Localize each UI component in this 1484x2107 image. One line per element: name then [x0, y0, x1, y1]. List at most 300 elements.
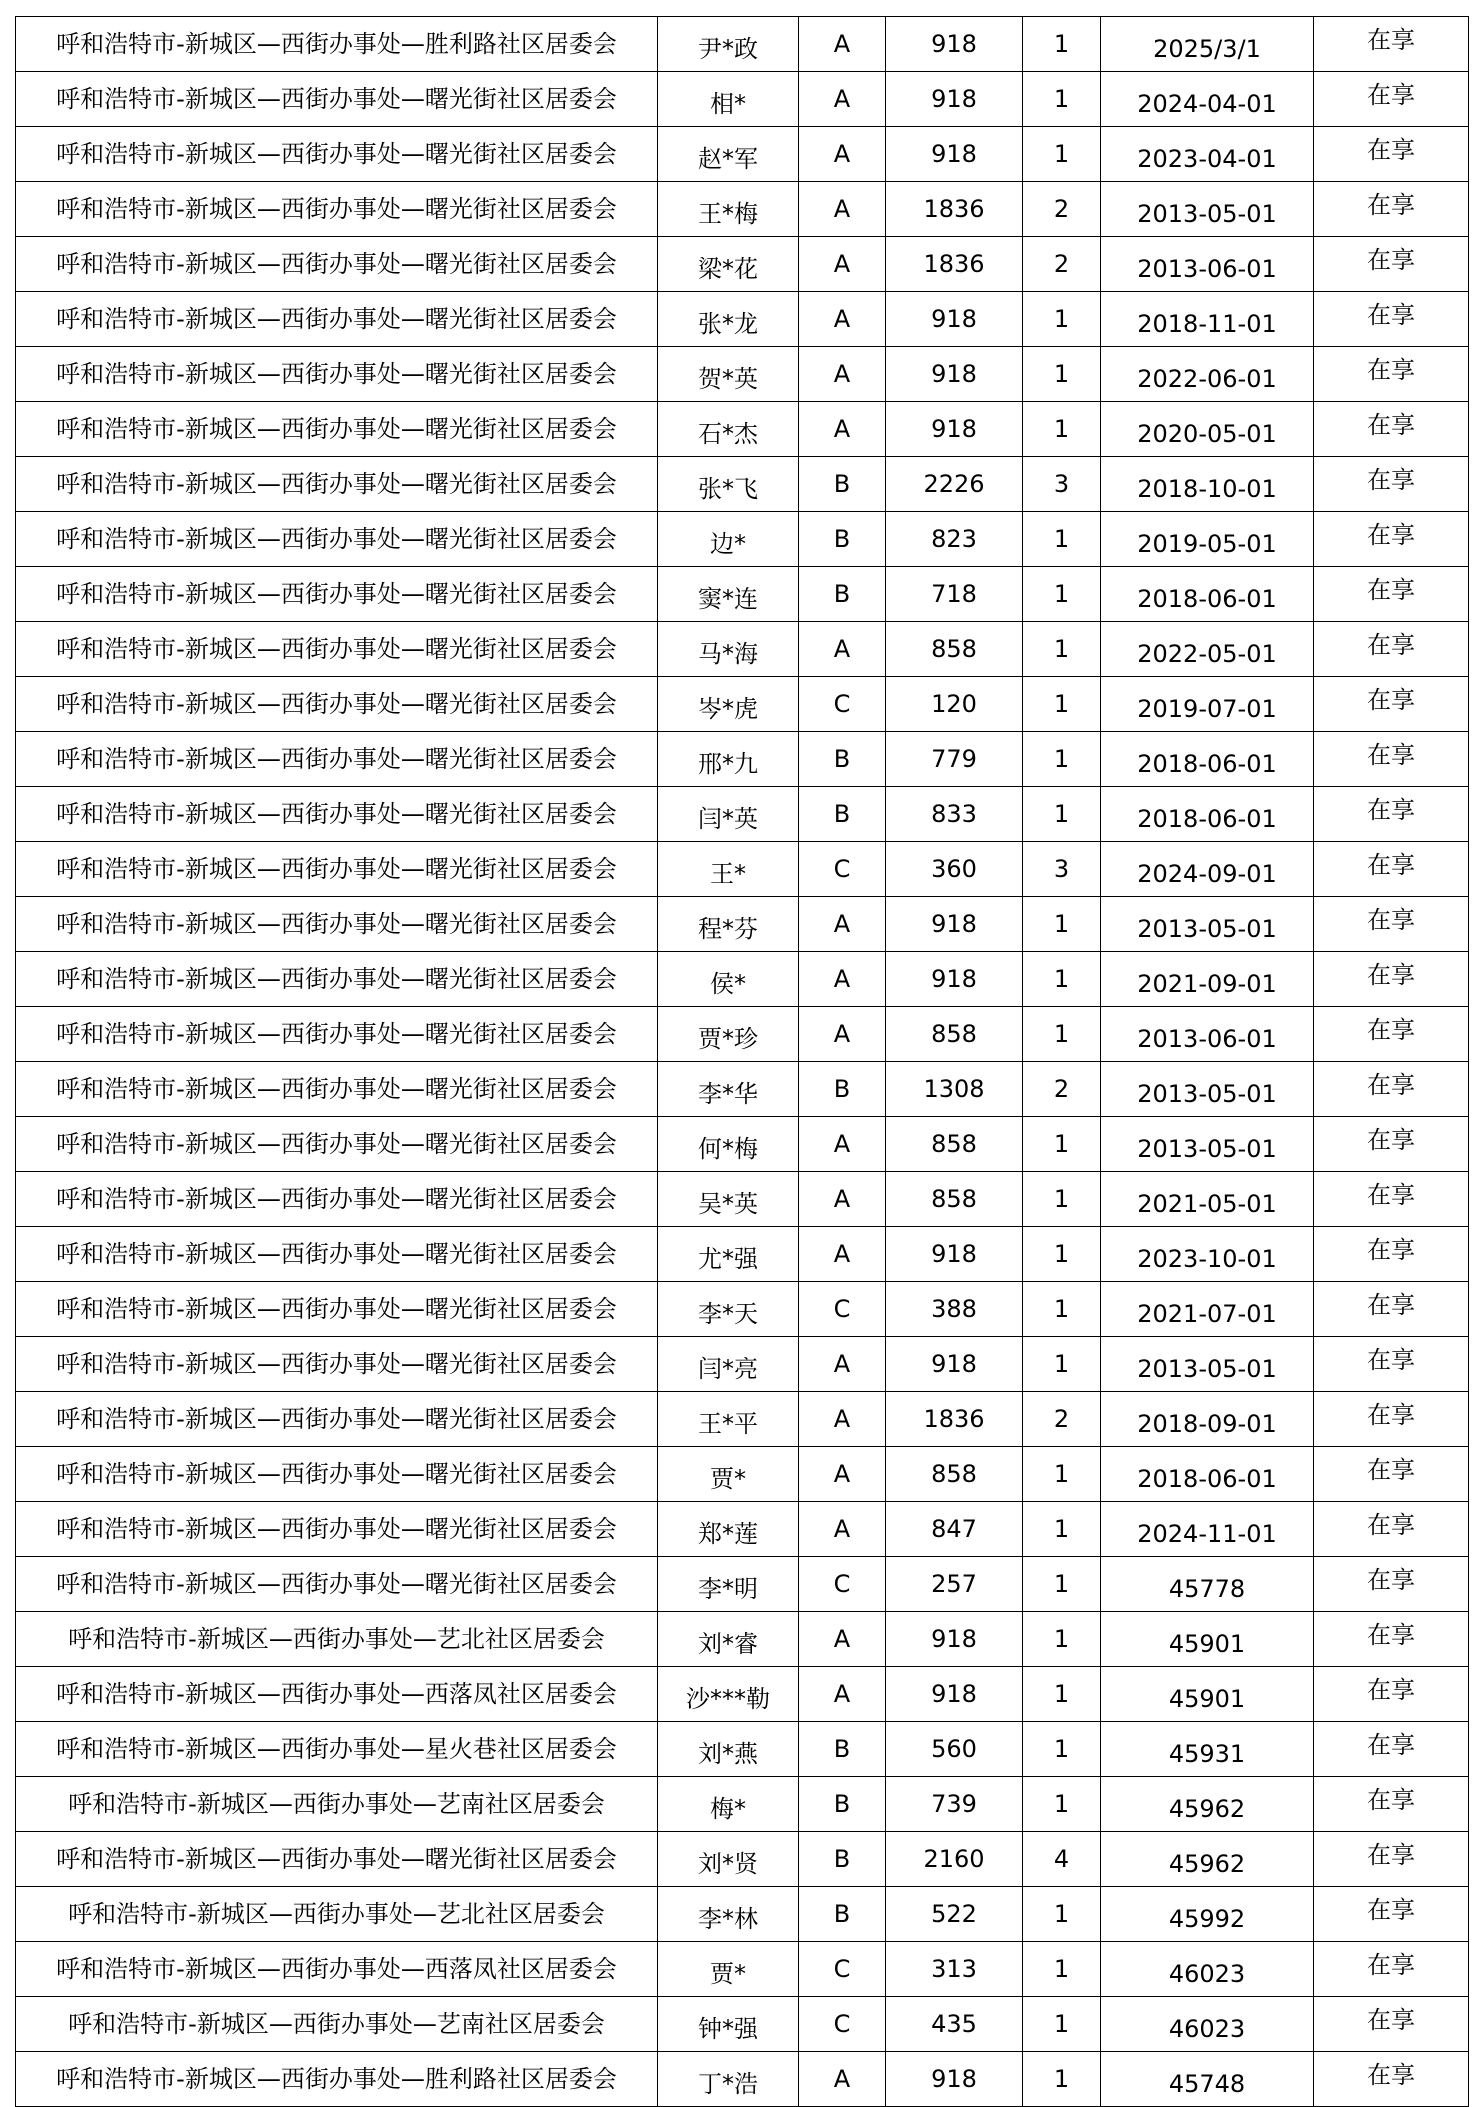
table-row: [16, 787, 1469, 842]
table-row: [16, 897, 1469, 952]
cell-date: 2018-06-01: [1101, 567, 1314, 622]
cell-date: 2018-06-01: [1101, 732, 1314, 787]
cell-date: 2024-04-01: [1101, 72, 1314, 127]
table-row: [16, 1282, 1469, 1337]
cell-name: 贺*英: [658, 347, 799, 402]
cell-count: 1: [1023, 897, 1101, 952]
table-row: [16, 622, 1469, 677]
cell-name: 李*华: [658, 1062, 799, 1117]
cell-name: 李*天: [658, 1282, 799, 1337]
cell-amount: 360: [886, 842, 1023, 897]
cell-date: 2013-05-01: [1101, 897, 1314, 952]
cell-name: 刘*燕: [658, 1722, 799, 1777]
table-row: [16, 1117, 1469, 1172]
cell-status: 在享: [1314, 17, 1469, 72]
cell-community: 呼和浩特市-新城区—西街办事处—曙光街社区居委会: [16, 1832, 658, 1887]
cell-community: 呼和浩特市-新城区—西街办事处—胜利路社区居委会: [16, 2052, 658, 2107]
cell-amount: 918: [886, 1227, 1023, 1282]
cell-count: 1: [1023, 787, 1101, 842]
cell-name: 梅*: [658, 1777, 799, 1832]
cell-count: 1: [1023, 17, 1101, 72]
cell-count: 1: [1023, 1282, 1101, 1337]
cell-amount: 739: [886, 1777, 1023, 1832]
cell-amount: 833: [886, 787, 1023, 842]
cell-category: C: [799, 1942, 886, 1997]
cell-category: A: [799, 347, 886, 402]
cell-category: A: [799, 622, 886, 677]
cell-name: 贾*珍: [658, 1007, 799, 1062]
cell-count: 1: [1023, 677, 1101, 732]
table-row: [16, 1062, 1469, 1117]
cell-count: 1: [1023, 952, 1101, 1007]
cell-name: 丁*浩: [658, 2052, 799, 2107]
cell-category: A: [799, 1502, 886, 1557]
cell-amount: 1836: [886, 1392, 1023, 1447]
cell-amount: 918: [886, 1337, 1023, 1392]
cell-community: 呼和浩特市-新城区—西街办事处—曙光街社区居委会: [16, 127, 658, 182]
cell-date: 2013-05-01: [1101, 1337, 1314, 1392]
cell-status: 在享: [1314, 2052, 1469, 2107]
cell-category: A: [799, 72, 886, 127]
cell-category: A: [799, 1227, 886, 1282]
cell-count: 1: [1023, 512, 1101, 567]
cell-status: 在享: [1314, 952, 1469, 1007]
table-row: [16, 1777, 1469, 1832]
cell-status: 在享: [1314, 1117, 1469, 1172]
cell-status: 在享: [1314, 182, 1469, 237]
cell-category: A: [799, 1007, 886, 1062]
cell-status: 在享: [1314, 622, 1469, 677]
cell-amount: 918: [886, 347, 1023, 402]
cell-count: 1: [1023, 622, 1101, 677]
cell-name: 尤*强: [658, 1227, 799, 1282]
cell-amount: 388: [886, 1282, 1023, 1337]
cell-status: 在享: [1314, 567, 1469, 622]
cell-community: 呼和浩特市-新城区—西街办事处—曙光街社区居委会: [16, 952, 658, 1007]
cell-amount: 918: [886, 127, 1023, 182]
cell-status: 在享: [1314, 1502, 1469, 1557]
cell-amount: 823: [886, 512, 1023, 567]
cell-count: 1: [1023, 1557, 1101, 1612]
cell-count: 2: [1023, 182, 1101, 237]
cell-category: B: [799, 1722, 886, 1777]
cell-name: 张*飞: [658, 457, 799, 512]
cell-name: 相*: [658, 72, 799, 127]
cell-community: 呼和浩特市-新城区—西街办事处—曙光街社区居委会: [16, 72, 658, 127]
table-row: [16, 1997, 1469, 2052]
table-row: [16, 1722, 1469, 1777]
cell-date: 2013-05-01: [1101, 1117, 1314, 1172]
table-row: [16, 1007, 1469, 1062]
cell-category: C: [799, 1997, 886, 2052]
cell-amount: 718: [886, 567, 1023, 622]
cell-amount: 1836: [886, 182, 1023, 237]
cell-name: 岑*虎: [658, 677, 799, 732]
cell-amount: 918: [886, 292, 1023, 347]
cell-amount: 858: [886, 1117, 1023, 1172]
cell-count: 1: [1023, 347, 1101, 402]
table-row: [16, 1337, 1469, 1392]
cell-category: A: [799, 237, 886, 292]
cell-amount: 918: [886, 1667, 1023, 1722]
cell-date: 2013-05-01: [1101, 182, 1314, 237]
cell-community: 呼和浩特市-新城区—西街办事处—曙光街社区居委会: [16, 1062, 658, 1117]
cell-date: 2013-06-01: [1101, 237, 1314, 292]
cell-community: 呼和浩特市-新城区—西街办事处—曙光街社区居委会: [16, 732, 658, 787]
cell-category: A: [799, 1667, 886, 1722]
cell-date: 45901: [1101, 1667, 1314, 1722]
table-row: [16, 1447, 1469, 1502]
cell-status: 在享: [1314, 512, 1469, 567]
cell-date: 45962: [1101, 1832, 1314, 1887]
cell-community: 呼和浩特市-新城区—西街办事处—艺南社区居委会: [16, 1777, 658, 1832]
cell-status: 在享: [1314, 1337, 1469, 1392]
cell-community: 呼和浩特市-新城区—西街办事处—曙光街社区居委会: [16, 787, 658, 842]
cell-date: 45931: [1101, 1722, 1314, 1777]
cell-name: 郑*莲: [658, 1502, 799, 1557]
cell-community: 呼和浩特市-新城区—西街办事处—曙光街社区居委会: [16, 1337, 658, 1392]
cell-community: 呼和浩特市-新城区—西街办事处—西落凤社区居委会: [16, 1942, 658, 1997]
cell-category: A: [799, 127, 886, 182]
cell-count: 1: [1023, 1172, 1101, 1227]
cell-category: B: [799, 1887, 886, 1942]
cell-status: 在享: [1314, 1447, 1469, 1502]
cell-count: 1: [1023, 1007, 1101, 1062]
table-row: [16, 842, 1469, 897]
cell-status: 在享: [1314, 1062, 1469, 1117]
cell-date: 2023-04-01: [1101, 127, 1314, 182]
cell-status: 在享: [1314, 1667, 1469, 1722]
cell-name: 边*: [658, 512, 799, 567]
cell-community: 呼和浩特市-新城区—西街办事处—曙光街社区居委会: [16, 1282, 658, 1337]
cell-date: 2019-05-01: [1101, 512, 1314, 567]
cell-community: 呼和浩特市-新城区—西街办事处—曙光街社区居委会: [16, 237, 658, 292]
cell-status: 在享: [1314, 1887, 1469, 1942]
cell-count: 1: [1023, 567, 1101, 622]
cell-name: 王*梅: [658, 182, 799, 237]
cell-date: 2024-11-01: [1101, 1502, 1314, 1557]
cell-date: 2018-10-01: [1101, 457, 1314, 512]
cell-amount: 257: [886, 1557, 1023, 1612]
table-row: [16, 1942, 1469, 1997]
cell-community: 呼和浩特市-新城区—西街办事处—艺北社区居委会: [16, 1887, 658, 1942]
cell-name: 吴*英: [658, 1172, 799, 1227]
cell-status: 在享: [1314, 677, 1469, 732]
cell-category: B: [799, 787, 886, 842]
table-body: [16, 17, 1469, 2107]
cell-status: 在享: [1314, 72, 1469, 127]
cell-date: 2021-05-01: [1101, 1172, 1314, 1227]
cell-category: A: [799, 17, 886, 72]
cell-status: 在享: [1314, 1172, 1469, 1227]
cell-name: 贾*: [658, 1942, 799, 1997]
cell-category: C: [799, 1282, 886, 1337]
cell-category: B: [799, 1777, 886, 1832]
cell-category: A: [799, 1447, 886, 1502]
cell-amount: 522: [886, 1887, 1023, 1942]
table-row: [16, 677, 1469, 732]
cell-amount: 858: [886, 1447, 1023, 1502]
cell-amount: 1836: [886, 237, 1023, 292]
cell-amount: 858: [886, 1007, 1023, 1062]
table-row: [16, 127, 1469, 182]
cell-date: 2020-05-01: [1101, 402, 1314, 457]
cell-name: 何*梅: [658, 1117, 799, 1172]
cell-count: 1: [1023, 402, 1101, 457]
table-row: [16, 72, 1469, 127]
cell-amount: 918: [886, 952, 1023, 1007]
cell-date: 2025/3/1: [1101, 17, 1314, 72]
cell-community: 呼和浩特市-新城区—西街办事处—胜利路社区居委会: [16, 17, 658, 72]
cell-date: 46023: [1101, 1942, 1314, 1997]
cell-amount: 918: [886, 1612, 1023, 1667]
cell-date: 2018-11-01: [1101, 292, 1314, 347]
cell-category: B: [799, 1062, 886, 1117]
cell-community: 呼和浩特市-新城区—西街办事处—曙光街社区居委会: [16, 1392, 658, 1447]
cell-category: C: [799, 1557, 886, 1612]
cell-community: 呼和浩特市-新城区—西街办事处—曙光街社区居委会: [16, 512, 658, 567]
table-row: [16, 1392, 1469, 1447]
cell-amount: 918: [886, 2052, 1023, 2107]
table-row: [16, 952, 1469, 1007]
cell-status: 在享: [1314, 1007, 1469, 1062]
cell-count: 3: [1023, 842, 1101, 897]
cell-date: 2021-07-01: [1101, 1282, 1314, 1337]
cell-community: 呼和浩特市-新城区—西街办事处—曙光街社区居委会: [16, 1227, 658, 1282]
table-row: [16, 1502, 1469, 1557]
cell-date: 2021-09-01: [1101, 952, 1314, 1007]
cell-category: A: [799, 1612, 886, 1667]
cell-category: A: [799, 182, 886, 237]
cell-community: 呼和浩特市-新城区—西街办事处—星火巷社区居委会: [16, 1722, 658, 1777]
cell-status: 在享: [1314, 1282, 1469, 1337]
cell-amount: 918: [886, 72, 1023, 127]
cell-category: C: [799, 677, 886, 732]
cell-name: 刘*贤: [658, 1832, 799, 1887]
cell-name: 侯*: [658, 952, 799, 1007]
table-row: [16, 347, 1469, 402]
table-row: [16, 2052, 1469, 2107]
cell-name: 贾*: [658, 1447, 799, 1502]
cell-count: 1: [1023, 732, 1101, 787]
table-row: [16, 292, 1469, 347]
cell-date: 2022-05-01: [1101, 622, 1314, 677]
cell-category: A: [799, 292, 886, 347]
cell-count: 1: [1023, 1612, 1101, 1667]
cell-category: B: [799, 512, 886, 567]
cell-amount: 560: [886, 1722, 1023, 1777]
cell-community: 呼和浩特市-新城区—西街办事处—曙光街社区居委会: [16, 897, 658, 952]
cell-amount: 918: [886, 897, 1023, 952]
cell-date: 2024-09-01: [1101, 842, 1314, 897]
cell-count: 1: [1023, 1447, 1101, 1502]
cell-amount: 2160: [886, 1832, 1023, 1887]
cell-amount: 435: [886, 1997, 1023, 2052]
table-row: [16, 1887, 1469, 1942]
cell-community: 呼和浩特市-新城区—西街办事处—曙光街社区居委会: [16, 1172, 658, 1227]
cell-status: 在享: [1314, 732, 1469, 787]
cell-status: 在享: [1314, 347, 1469, 402]
cell-date: 2019-07-01: [1101, 677, 1314, 732]
cell-name: 闫*亮: [658, 1337, 799, 1392]
table-row: [16, 1227, 1469, 1282]
cell-count: 1: [1023, 1117, 1101, 1172]
cell-category: A: [799, 1337, 886, 1392]
cell-count: 1: [1023, 72, 1101, 127]
cell-status: 在享: [1314, 1777, 1469, 1832]
cell-community: 呼和浩特市-新城区—西街办事处—艺南社区居委会: [16, 1997, 658, 2052]
cell-category: A: [799, 1172, 886, 1227]
cell-name: 邢*九: [658, 732, 799, 787]
cell-status: 在享: [1314, 897, 1469, 952]
table-row: [16, 1832, 1469, 1887]
cell-community: 呼和浩特市-新城区—西街办事处—曙光街社区居委会: [16, 1007, 658, 1062]
cell-name: 李*林: [658, 1887, 799, 1942]
cell-status: 在享: [1314, 1392, 1469, 1447]
cell-name: 闫*英: [658, 787, 799, 842]
cell-status: 在享: [1314, 402, 1469, 457]
cell-category: C: [799, 842, 886, 897]
cell-community: 呼和浩特市-新城区—西街办事处—曙光街社区居委会: [16, 677, 658, 732]
cell-name: 石*杰: [658, 402, 799, 457]
cell-name: 王*平: [658, 1392, 799, 1447]
cell-name: 梁*花: [658, 237, 799, 292]
cell-community: 呼和浩特市-新城区—西街办事处—曙光街社区居委会: [16, 842, 658, 897]
cell-community: 呼和浩特市-新城区—西街办事处—曙光街社区居委会: [16, 402, 658, 457]
cell-date: 45748: [1101, 2052, 1314, 2107]
cell-status: 在享: [1314, 1832, 1469, 1887]
cell-count: 1: [1023, 1337, 1101, 1392]
cell-name: 刘*睿: [658, 1612, 799, 1667]
cell-amount: 120: [886, 677, 1023, 732]
cell-amount: 858: [886, 622, 1023, 677]
cell-category: B: [799, 567, 886, 622]
table-row: [16, 17, 1469, 72]
table-row: [16, 567, 1469, 622]
cell-category: A: [799, 952, 886, 1007]
cell-count: 1: [1023, 1722, 1101, 1777]
cell-date: 46023: [1101, 1997, 1314, 2052]
cell-community: 呼和浩特市-新城区—西街办事处—曙光街社区居委会: [16, 1447, 658, 1502]
cell-date: 45901: [1101, 1612, 1314, 1667]
cell-status: 在享: [1314, 1612, 1469, 1667]
cell-date: 2018-06-01: [1101, 787, 1314, 842]
cell-count: 1: [1023, 1227, 1101, 1282]
table-row: [16, 512, 1469, 567]
cell-category: A: [799, 1117, 886, 1172]
cell-status: 在享: [1314, 292, 1469, 347]
cell-amount: 2226: [886, 457, 1023, 512]
cell-name: 王*: [658, 842, 799, 897]
cell-name: 赵*军: [658, 127, 799, 182]
cell-date: 45778: [1101, 1557, 1314, 1612]
cell-date: 2013-05-01: [1101, 1062, 1314, 1117]
cell-count: 1: [1023, 2052, 1101, 2107]
cell-name: 沙***勒: [658, 1667, 799, 1722]
table-row: [16, 1557, 1469, 1612]
cell-count: 1: [1023, 1502, 1101, 1557]
cell-date: 45962: [1101, 1777, 1314, 1832]
cell-category: A: [799, 897, 886, 952]
cell-community: 呼和浩特市-新城区—西街办事处—曙光街社区居委会: [16, 1502, 658, 1557]
cell-amount: 1308: [886, 1062, 1023, 1117]
cell-community: 呼和浩特市-新城区—西街办事处—曙光街社区居委会: [16, 1557, 658, 1612]
table-row: [16, 1667, 1469, 1722]
cell-amount: 847: [886, 1502, 1023, 1557]
cell-amount: 779: [886, 732, 1023, 787]
cell-amount: 918: [886, 402, 1023, 457]
cell-name: 张*龙: [658, 292, 799, 347]
cell-count: 4: [1023, 1832, 1101, 1887]
cell-status: 在享: [1314, 1997, 1469, 2052]
cell-count: 2: [1023, 237, 1101, 292]
table-row: [16, 457, 1469, 512]
table-row: [16, 1172, 1469, 1227]
cell-status: 在享: [1314, 1942, 1469, 1997]
cell-community: 呼和浩特市-新城区—西街办事处—曙光街社区居委会: [16, 292, 658, 347]
cell-community: 呼和浩特市-新城区—西街办事处—曙光街社区居委会: [16, 567, 658, 622]
cell-count: 1: [1023, 1887, 1101, 1942]
data-table: [15, 16, 1469, 2107]
cell-date: 2018-09-01: [1101, 1392, 1314, 1447]
table-row: [16, 402, 1469, 457]
cell-community: 呼和浩特市-新城区—西街办事处—曙光街社区居委会: [16, 347, 658, 402]
cell-status: 在享: [1314, 237, 1469, 292]
cell-date: 2018-06-01: [1101, 1447, 1314, 1502]
cell-date: 45992: [1101, 1887, 1314, 1942]
cell-community: 呼和浩特市-新城区—西街办事处—艺北社区居委会: [16, 1612, 658, 1667]
cell-count: 1: [1023, 292, 1101, 347]
cell-date: 2013-06-01: [1101, 1007, 1314, 1062]
cell-amount: 313: [886, 1942, 1023, 1997]
cell-count: 2: [1023, 1062, 1101, 1117]
cell-name: 窦*连: [658, 567, 799, 622]
cell-category: B: [799, 732, 886, 787]
table-row: [16, 182, 1469, 237]
cell-category: A: [799, 402, 886, 457]
cell-status: 在享: [1314, 787, 1469, 842]
cell-community: 呼和浩特市-新城区—西街办事处—西落凤社区居委会: [16, 1667, 658, 1722]
cell-category: A: [799, 2052, 886, 2107]
cell-name: 马*海: [658, 622, 799, 677]
cell-count: 1: [1023, 1942, 1101, 1997]
cell-date: 2023-10-01: [1101, 1227, 1314, 1282]
cell-date: 2022-06-01: [1101, 347, 1314, 402]
cell-status: 在享: [1314, 1722, 1469, 1777]
cell-amount: 918: [886, 17, 1023, 72]
cell-community: 呼和浩特市-新城区—西街办事处—曙光街社区居委会: [16, 1117, 658, 1172]
cell-count: 1: [1023, 127, 1101, 182]
cell-community: 呼和浩特市-新城区—西街办事处—曙光街社区居委会: [16, 622, 658, 677]
cell-community: 呼和浩特市-新城区—西街办事处—曙光街社区居委会: [16, 457, 658, 512]
cell-category: B: [799, 457, 886, 512]
cell-amount: 858: [886, 1172, 1023, 1227]
cell-name: 程*芬: [658, 897, 799, 952]
cell-count: 1: [1023, 1777, 1101, 1832]
table-row: [16, 732, 1469, 787]
cell-status: 在享: [1314, 457, 1469, 512]
cell-status: 在享: [1314, 127, 1469, 182]
cell-name: 尹*政: [658, 17, 799, 72]
cell-count: 1: [1023, 1667, 1101, 1722]
cell-count: 3: [1023, 457, 1101, 512]
table-row: [16, 237, 1469, 292]
cell-community: 呼和浩特市-新城区—西街办事处—曙光街社区居委会: [16, 182, 658, 237]
table-row: [16, 1612, 1469, 1667]
cell-name: 李*明: [658, 1557, 799, 1612]
cell-name: 钟*强: [658, 1997, 799, 2052]
cell-status: 在享: [1314, 1557, 1469, 1612]
